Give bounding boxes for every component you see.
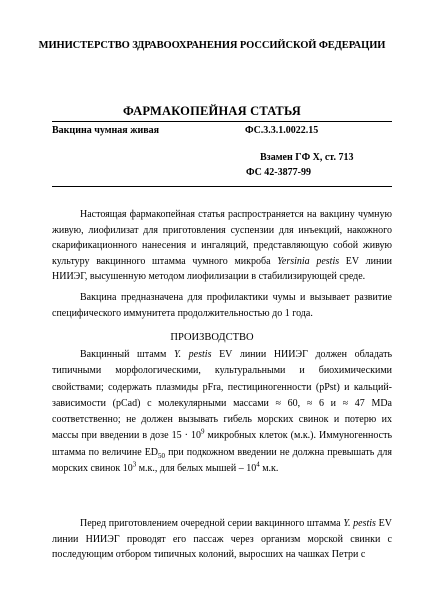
replaces-line-2: ФС 42-3877-99 xyxy=(246,167,311,178)
para3-d: при подкожном введении не должна превышать для морских свинок 10 xyxy=(52,446,393,475)
para3-a: Вакцинный штамм xyxy=(80,349,167,360)
article-code: ФС.3.3.1.0022.15 xyxy=(245,125,319,136)
para3-b: EV линии НИИЭГ должен обладать типичными морфологическими, культуральными и биохимическими свойствами; содержать плазмиды pFra, пестициногенности (pPst) и кальций-зависимости (pCad) с молекулярными массами ≈ 60, ≈ 6 и ≈ 47 MDa соответственно; не должен вызывать гибель морских свинок и потерю их массы при введении в дозе 15 · 10 xyxy=(52,349,393,442)
product-name: Вакцина чумная живая xyxy=(52,125,160,136)
para3-sub: 50 xyxy=(158,451,166,460)
para1-text: Настоящая фармакопейная статья распространяется на вакцину чумную живую, лиофилизат для приготовления суспензии для инъекций, накожного скарификационного нанесения и ингаляций, представляющую собой живую культуру вакцинного штамма чумного микроба xyxy=(52,209,392,267)
paragraph-passage xyxy=(52,516,392,563)
para4-a: Перед приготовлением очередной серии вакцинного штамма xyxy=(80,518,341,529)
para3-f: м.к. xyxy=(262,463,279,475)
divider-top xyxy=(52,121,392,122)
para1-tail: EV линии НИИЭГ, высушенную методом лиофилизации в стабилизирующей среде. xyxy=(52,255,393,283)
divider-bottom xyxy=(52,186,392,187)
para4-b: EV линии НИИЭГ проводят его пассаж через организм морской свинки с последующим отбором типичных колоний, выросших на чашках Петри с xyxy=(52,518,393,561)
paragraph-purpose xyxy=(52,290,392,321)
para2-text: Вакцина предназначена для профилактики чумы и вызывает развитие специфического иммунитета продолжительностью до 1 года. xyxy=(52,292,392,319)
para3-sup2: 3 xyxy=(132,460,137,469)
para3-c: микробных клеток (м.к.). Иммуногенность штамма по величине ED xyxy=(52,430,392,458)
paragraph-scope xyxy=(52,207,392,285)
para4-species: Y. pestis xyxy=(343,518,376,529)
ministry-header: МИНИСТЕРСТВО ЗДРАВООХРАНЕНИЯ РОССИЙСКОЙ ФЕДЕРАЦИИ xyxy=(38,40,386,51)
article-title: ФАРМАКОПЕЙНАЯ СТАТЬЯ xyxy=(123,104,301,118)
para3-sup1: 9 xyxy=(201,428,205,437)
para3-e: м.к., для белых мышей – 10 xyxy=(138,463,257,475)
replaces-line-1: Взамен ГФ X, ст. 713 xyxy=(260,152,354,163)
para3-sup3: 4 xyxy=(256,460,260,469)
section-heading: ПРОИЗВОДСТВО xyxy=(170,332,254,343)
para1-species: Yersinia pestis xyxy=(277,255,340,267)
para3-species: Y. pestis xyxy=(173,349,212,360)
paragraph-strain xyxy=(52,347,392,477)
